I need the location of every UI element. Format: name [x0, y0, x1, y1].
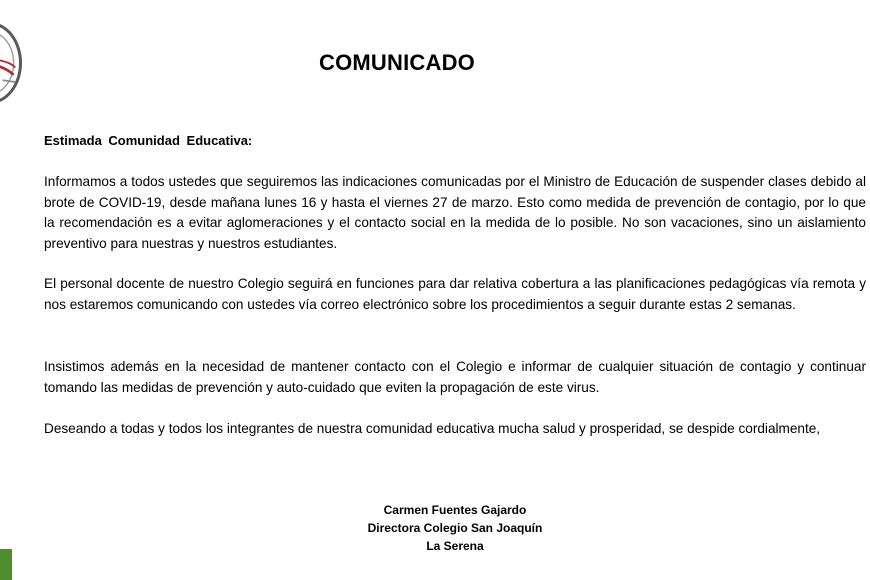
signature-city: La Serena: [426, 539, 484, 553]
paragraph-farewell: Deseando a todas y todos los integrantes de nuestra comunidad educativa mucha salud y prosperidad, se despide cordialmente,: [44, 421, 821, 436]
signature-name: Carmen Fuentes Gajardo: [383, 503, 527, 517]
document-title: COMUNICADO: [319, 50, 475, 75]
paragraph-teaching-staff: El personal docente de nuestro Colegio seguirá en funciones para dar relativa cobertura a las planificaciones pedagógicas vía remota y nos estaremos comunicando con ustedes vía correo electrónico sobre los procedimientos a seguir durante estas 2 semanas.: [44, 276, 866, 312]
green-accent-bar: [0, 549, 12, 580]
paragraph-contact: Insistimos además en la necesidad de mantener contacto con el Colegio e informar de cualquier situación de contagio y continuar tomando las medidas de prevención y auto-cuidado que eviten la propagación de este virus.: [44, 359, 866, 395]
salutation: Estimada Comunidad Educativa:: [44, 133, 253, 148]
paragraph-suspension: Informamos a todos ustedes que seguiremos las indicaciones comunicadas por el Ministro de Educación de suspender clases debido al brote de COVID-19, desde mañana lunes 16 y hasta el viernes 27 de marzo. Esto como medida de prevención de contagio, por lo que la recomendación es a evitar aglomeraciones y el contacto social en la medida de lo posible. No son vacaciones, sino un aislamiento preventivo para nuestras y nuestros estudiantes.: [44, 174, 866, 251]
signature-block: [300, 501, 610, 555]
signature-role: Directora Colegio San Joaquín: [367, 521, 543, 535]
